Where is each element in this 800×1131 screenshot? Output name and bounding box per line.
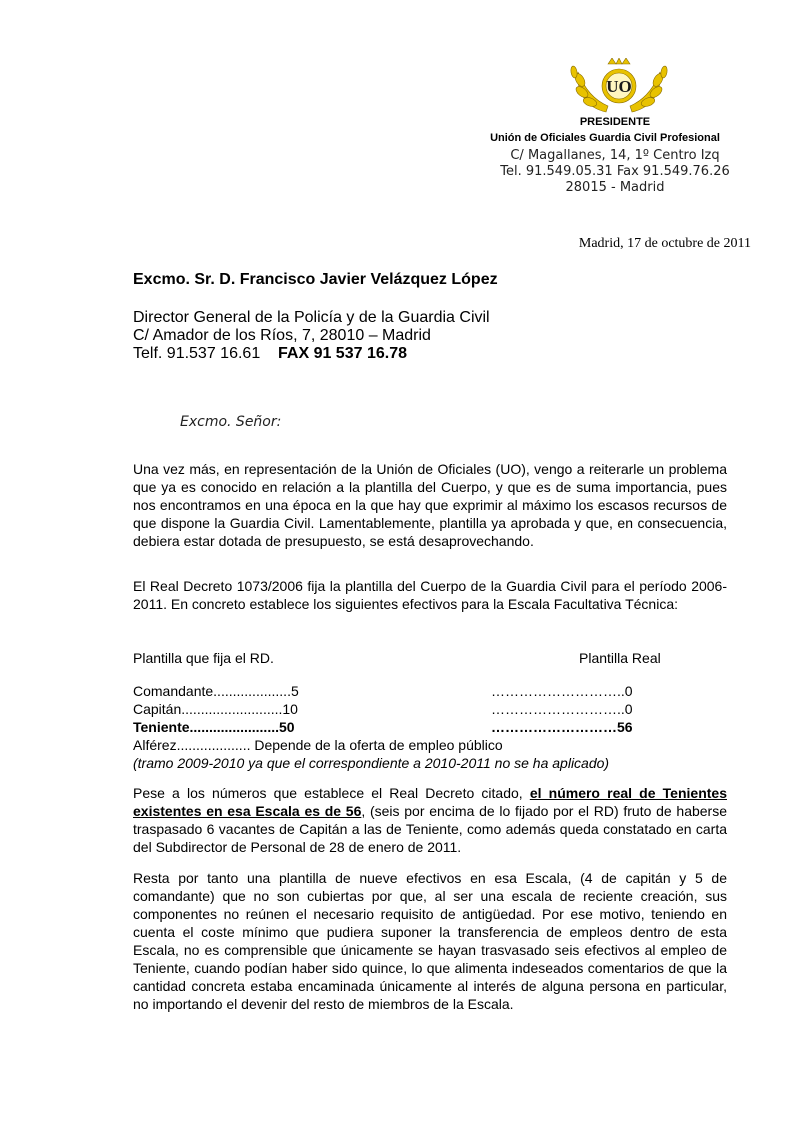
letterhead-city: 28015 - Madrid bbox=[565, 180, 665, 195]
table-row bbox=[133, 736, 503, 754]
addressee-contact bbox=[133, 345, 407, 363]
table-row bbox=[133, 718, 633, 736]
uo-laurel-logo bbox=[566, 58, 672, 118]
letterhead-organization: Unión de Oficiales Guardia Civil Profesional bbox=[490, 132, 720, 144]
table-header-right: Plantilla Real bbox=[579, 650, 661, 666]
table-cell-left: Comandante....................5 bbox=[133, 683, 299, 699]
letterhead-title: PRESIDENTE bbox=[579, 116, 651, 128]
salutation: Excmo. Señor: bbox=[180, 414, 282, 430]
table-cell-left: Teniente.......................50 bbox=[133, 719, 295, 735]
addressee-position: Director General de la Policía y de la Guardia Civil bbox=[133, 309, 490, 326]
letter-date: Madrid, 17 de octubre de 2011 bbox=[578, 236, 751, 251]
addressee-address: C/ Amador de los Ríos, 7, 28010 – Madrid bbox=[133, 327, 431, 344]
table-header-left: Plantilla que fija el RD. bbox=[133, 650, 274, 666]
addressee-fax: FAX 91 537 16.78 bbox=[278, 345, 407, 362]
table-row bbox=[133, 700, 633, 718]
addressee-name: Excmo. Sr. D. Francisco Javier Velázquez López bbox=[133, 271, 498, 288]
paragraph-real-decreto: El Real Decreto 1073/2006 fija la plantilla del Cuerpo de la Guardia Civil para el período 2006-2011. En concreto establece los siguientes efectivos para la Escala Facultativa Técnica: bbox=[133, 578, 727, 612]
table-cell-right: ………………………..0 bbox=[491, 701, 633, 717]
paragraph-tenientes-c: , (seis por encima de lo fijado por el RD) fruto de haberse traspasado 6 vacantes de Capitán a las de Teniente, como además queda constatado en carta del Subdirector de Personal de 28 de enero de 2011. bbox=[133, 803, 727, 855]
paragraph-tenientes-emphasis: el número real de Tenientes existentes en esa Escala es de 56 bbox=[133, 785, 727, 819]
paragraph-tenientes bbox=[133, 784, 727, 856]
letterhead-address: C/ Magallanes, 14, 1º Centro Izq bbox=[510, 148, 720, 163]
table-cell-right: ………………………..0 bbox=[491, 683, 633, 699]
svg-text:UO: UO bbox=[606, 77, 632, 96]
table-cell-left: Capitán..........................10 bbox=[133, 701, 298, 717]
table-header bbox=[133, 649, 661, 667]
paragraph-tenientes-a: Pese a los números que establece el Real Decreto citado, bbox=[133, 785, 530, 801]
table-cell-right: ………………………56 bbox=[491, 719, 633, 735]
letterhead-phones: Tel. 91.549.05.31 Fax 91.549.76.26 bbox=[500, 164, 730, 179]
table-cell-left: Alférez................... Depende de la oferta de empleo público bbox=[133, 737, 503, 753]
paragraph-intro: Una vez más, en representación de la Unión de Oficiales (UO), vengo a reiterarle un problema que ya es conocido en relación a la plantilla del Cuerpo, y que es de suma importancia, pues nos encontramos en una época en la que hay que exprimir al máximo los escasos recursos de que dispone la Guardia Civil. Lamentablemente, plantilla ya aprobada y que, en consecuencia, debiera estar dotada de presupuesto, se está desaprovechando. bbox=[133, 461, 727, 549]
addressee-tel: Telf. 91.537 16.61 bbox=[133, 345, 278, 362]
paragraph-resta: Resta por tanto una plantilla de nueve efectivos en esa Escala, (4 de capitán y 5 de comandante) que no son cubiertas por que, al ser una escala de reciente creación, sus componentes no reúnen el necesario requisito de antigüedad. Por ese motivo, teniendo en cuenta el coste mínimo que pudiera suponer la transferencia de empleos dentro de esta Escala, no es comprensible que únicamente se hayan trasvasado seis efectivos al empleo de Teniente, cuando podían haber sido quince, lo que alimenta indeseados comentarios de que la cantidad concreta estaba encaminada únicamente al interés de alguna persona en particular, no importando el devenir del resto de miembros de la Escala. bbox=[133, 870, 727, 1012]
table-row bbox=[133, 682, 633, 700]
table-note: (tramo 2009-2010 ya que el correspondiente a 2010-2011 no se ha aplicado) bbox=[133, 755, 610, 771]
